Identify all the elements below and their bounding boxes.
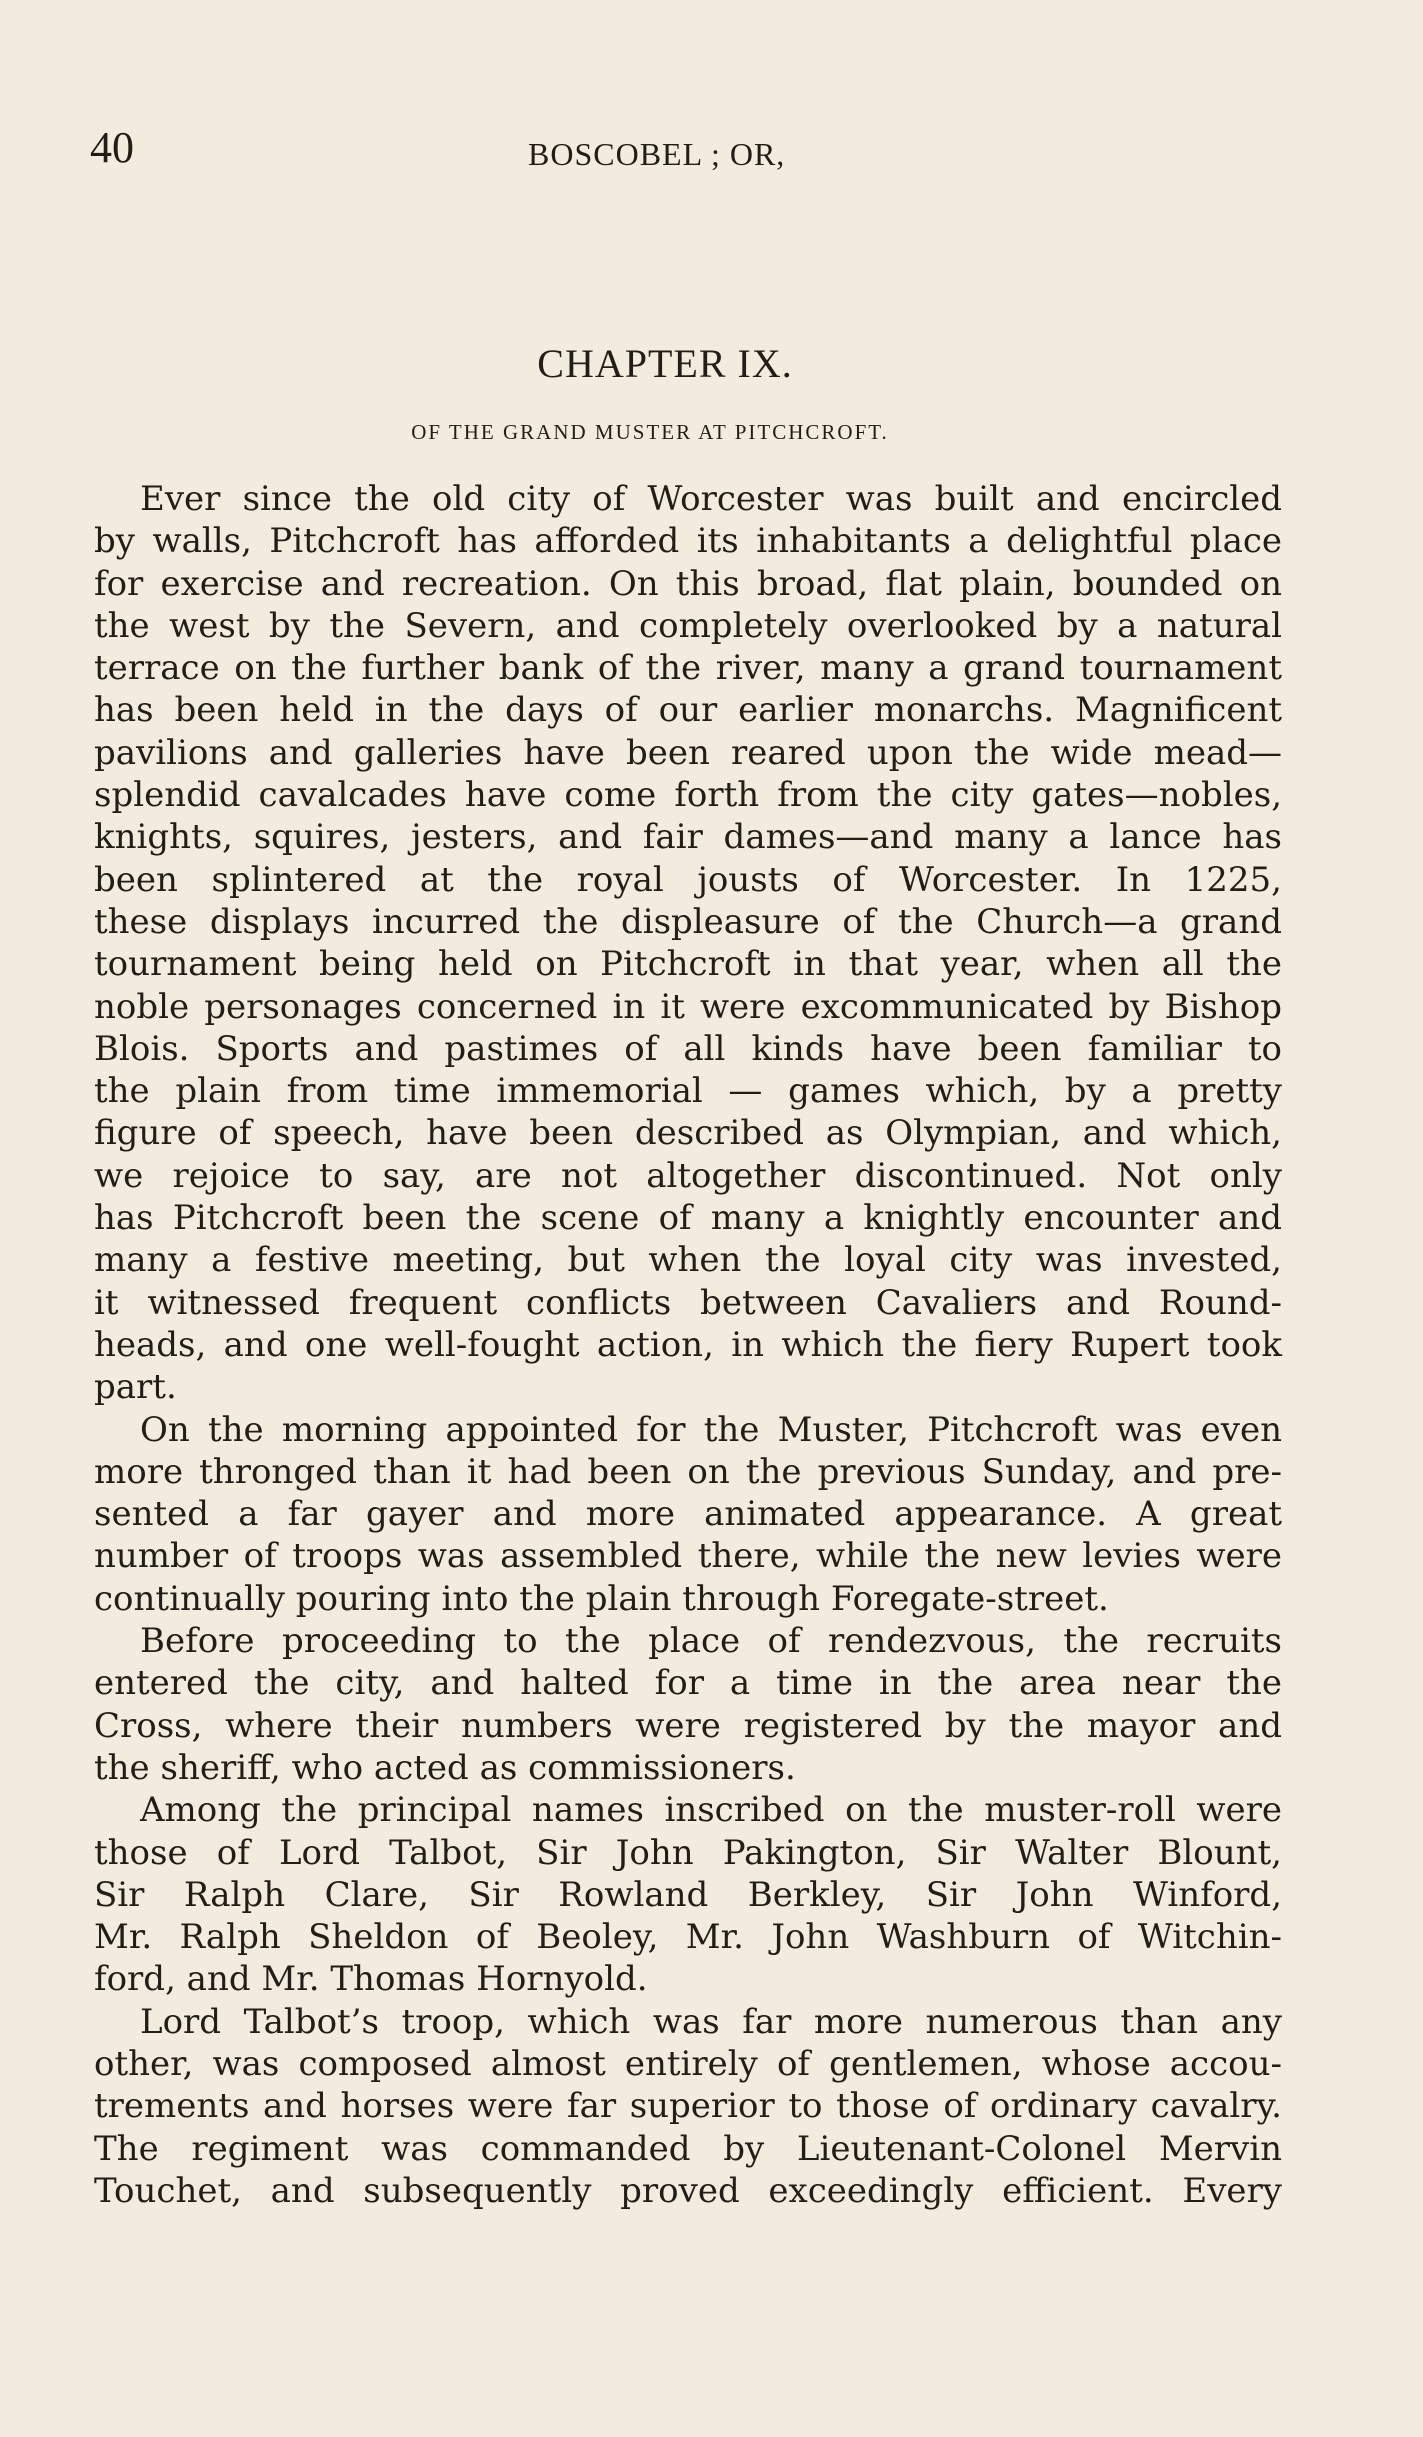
- chapter-title: CHAPTER IX.: [537, 341, 793, 386]
- text-line: been splintered at the royal jousts of Worcester. In 1225,: [94, 859, 1282, 900]
- text-line: figure of speech, have been described as Olympian, and which,: [94, 1113, 1282, 1154]
- text-line: Sir Ralph Clare, Sir Rowland Berkley, Sir John Winford,: [94, 1874, 1282, 1915]
- text-line: continually pouring into the plain through Foregate-street.: [94, 1578, 1109, 1619]
- text-line: other, was composed almost entirely of gentlemen, whose accou-: [94, 2043, 1282, 2084]
- text-line: by walls, Pitchcroft has afforded its inhabitants a delightful place: [94, 521, 1282, 562]
- text-line: Blois. Sports and pastimes of all kinds have been familiar to: [94, 1028, 1282, 1069]
- text-line: splendid cavalcades have come forth from the city gates—nobles,: [94, 775, 1282, 816]
- text-line: it witnessed frequent conflicts between Cavaliers and Round-: [94, 1282, 1282, 1323]
- text-line: sented a far gayer and more animated appearance. A great: [94, 1494, 1282, 1535]
- text-line: the west by the Severn, and completely overlooked by a natural: [94, 605, 1282, 646]
- body-text: [94, 478, 1282, 2212]
- text-line: The regiment was commanded by Lieutenant-Colonel Mervin: [94, 2128, 1282, 2169]
- text-line: has been held in the days of our earlier monarchs. Magnificent: [94, 690, 1282, 731]
- text-line: more thronged than it had been on the previous Sunday, and pre-: [94, 1451, 1282, 1492]
- text-line: heads, and one well-fought action, in which the fiery Rupert took: [94, 1324, 1282, 1365]
- text-line: Touchet, and subsequently proved exceedingly efficient. Every: [94, 2170, 1282, 2211]
- text-line: number of troops was assembled there, while the new levies were: [94, 1536, 1282, 1577]
- text-line: knights, squires, jesters, and fair dames—and many a lance has: [94, 817, 1282, 858]
- text-line: Among the principal names inscribed on the muster-roll were: [140, 1790, 1282, 1831]
- text-line: Cross, where their numbers were registered by the mayor and: [94, 1705, 1282, 1746]
- text-line: terrace on the further bank of the river, many a grand tournament: [94, 648, 1282, 689]
- running-title: BOSCOBEL ; OR,: [528, 136, 786, 172]
- text-line: these displays incurred the displeasure of the Church—a grand: [94, 901, 1282, 942]
- text-line: tournament being held on Pitchcroft in that year, when all the: [94, 944, 1282, 985]
- text-line: the sheriff, who acted as commissioners.: [94, 1747, 796, 1788]
- chapter-subtitle: OF THE GRAND MUSTER AT PITCHCROFT.: [411, 420, 889, 444]
- text-line: many a festive meeting, but when the loyal city was invested,: [94, 1240, 1282, 1281]
- text-line: has Pitchcroft been the scene of many a knightly encounter and: [94, 1198, 1282, 1239]
- text-line: Before proceeding to the place of rendezvous, the recruits: [140, 1621, 1282, 1662]
- text-line: the plain from time immemorial — games which, by a pretty: [94, 1071, 1282, 1112]
- text-line: Ever since the old city of Worcester was built and encircled: [140, 479, 1282, 519]
- text-line: we rejoice to say, are not altogether discontinued. Not only: [94, 1155, 1282, 1196]
- text-line: On the morning appointed for the Muster, Pitchcroft was even: [140, 1409, 1282, 1450]
- text-line: those of Lord Talbot, Sir John Pakington, Sir Walter Blount,: [94, 1832, 1282, 1873]
- text-line: part.: [94, 1367, 177, 1408]
- text-line: pavilions and galleries have been reared upon the wide mead—: [94, 732, 1282, 773]
- text-line: ford, and Mr. Thomas Hornyold.: [94, 1959, 648, 2000]
- running-head: [90, 122, 1285, 182]
- text-line: entered the city, and halted for a time in the area near the: [94, 1663, 1282, 1704]
- text-line: noble personages concerned in it were excommunicated by Bishop: [94, 986, 1282, 1027]
- text-line: Lord Talbot’s troop, which was far more numerous than any: [140, 2001, 1282, 2042]
- text-line: for exercise and recreation. On this broad, flat plain, bounded on: [94, 563, 1282, 604]
- text-line: Mr. Ralph Sheldon of Beoley, Mr. John Washburn of Witchin-: [94, 1917, 1282, 1958]
- text-line: trements and horses were far superior to those of ordinary cavalry.: [94, 2086, 1282, 2127]
- page-number: 40: [90, 123, 134, 172]
